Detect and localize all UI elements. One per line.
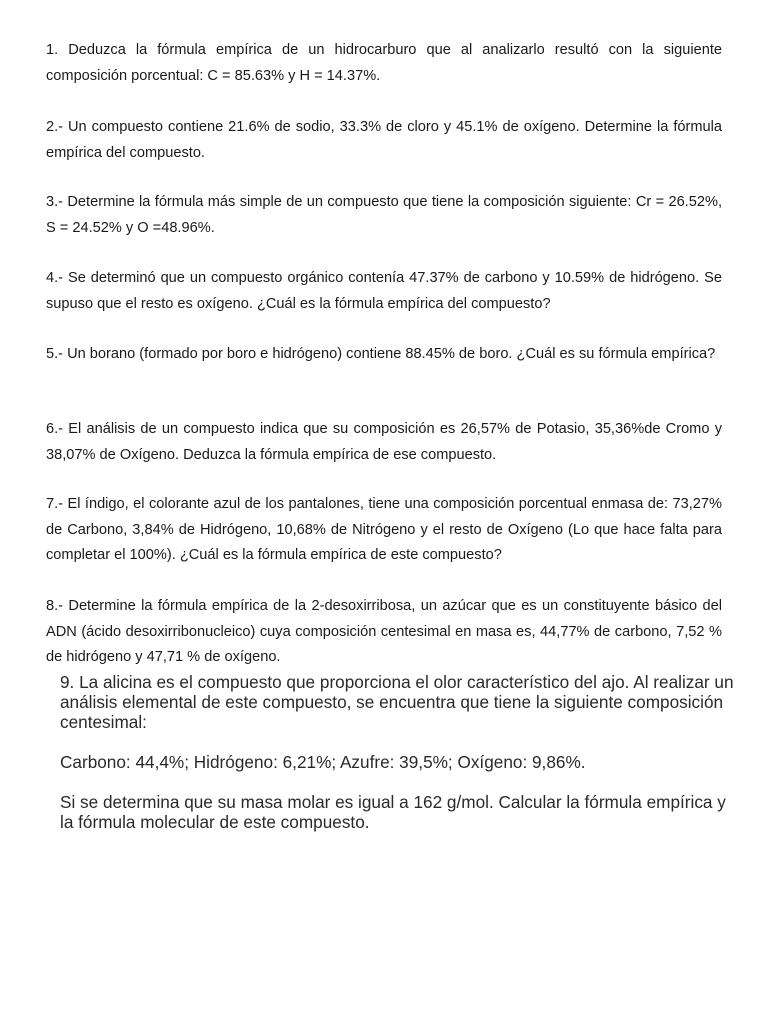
problem-6: 6.- El análisis de un compuesto indica que su composición es 26,57% de Potasio, 35,36%de Cromo y 38,07% de Oxígeno. Deduzca la fórmula empírica de ese compuesto. [46,421,722,463]
problem-9-intro: 9. La alicina es el compuesto que proporciona el olor característico del ajo. Al realizar un análisis elemental de este compuesto, se encuentra que tiene la siguiente composición centesimal: [60,672,734,732]
problem-9-composition: Carbono: 44,4%; Hidrógeno: 6,21%; Azufre: 39,5%; Oxígeno: 9,86%. [60,752,586,772]
problem-9-question: Si se determina que su masa molar es igual a 162 g/mol. Calcular la fórmula empírica y la fórmula molecular de este compuesto. [60,792,726,832]
problem-9-block [60,672,740,832]
problem-3: 3.- Determine la fórmula más simple de un compuesto que tiene la composición siguiente: Cr = 26.52%, S = 24.52% y O =48.96%. [46,194,722,236]
problem-4: 4.- Se determinó que un compuesto orgánico contenía 47.37% de carbono y 10.59% de hidrógeno. Se supuso que el resto es oxígeno. ¿Cuál es la fórmula empírica del compuesto? [46,270,722,312]
problem-1: 1. Deduzca la fórmula empírica de un hidrocarburo que al analizarlo resultó con la siguiente composición porcentual: C = 85.63% y H = 14.37%. [46,42,722,84]
problem-8: 8.- Determine la fórmula empírica de la 2-desoxirribosa, un azúcar que es un constituyente básico del ADN (ácido desoxirribonucleico) cuya composición centesimal en masa es, 44,77% de carbono, 7,52 % de hidrógeno y 47,71 % de oxígeno. [46,598,722,665]
problem-5: 5.- Un borano (formado por boro e hidrógeno) contiene 88.45% de boro. ¿Cuál es su fórmula empírica? [46,346,716,362]
problem-7: 7.- El índigo, el colorante azul de los pantalones, tiene una composición porcentual enmasa de: 73,27% de Carbono, 3,84% de Hidrógeno, 10,68% de Nitrógeno y el resto de Oxígeno (Lo que hace falta para completar el 100%). ¿Cuál es la fórmula empírica de este compuesto? [46,496,722,563]
problem-2: 2.- Un compuesto contiene 21.6% de sodio, 33.3% de cloro y 45.1% de oxígeno. Determine la fórmula empírica del compuesto. [46,119,722,161]
